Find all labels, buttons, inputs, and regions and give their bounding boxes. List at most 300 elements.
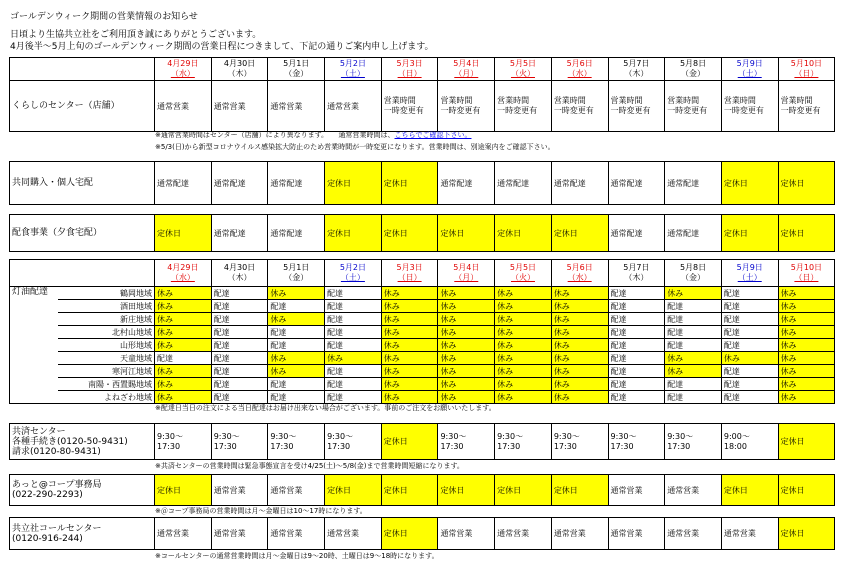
cell-text: 一時変更有 <box>723 106 764 115</box>
toyu-cell: 休み <box>778 365 835 378</box>
cell-text: 通常配達 <box>270 178 303 188</box>
call-row <box>10 518 835 550</box>
call-table <box>9 517 835 550</box>
cell-text: 通常営業 <box>157 101 189 111</box>
cell-text: 通常配達 <box>213 178 246 188</box>
toyu-cell: 配達 <box>325 326 382 339</box>
toyu-cell: 休み <box>438 378 495 391</box>
date-header-cell <box>665 260 722 287</box>
toyu-cell: 休み <box>778 326 835 339</box>
call-label <box>10 518 155 550</box>
toyu-area-row <box>10 326 835 339</box>
kurashi-cell <box>495 81 552 132</box>
atto-cell <box>665 475 722 506</box>
kyosai-label-line: 各種手続き(0120-50-9431) <box>12 436 128 447</box>
haishoku-cell <box>268 215 325 252</box>
toyu-cell: 休み <box>551 365 608 378</box>
kyodo-cell <box>721 162 778 205</box>
date-header-row <box>10 260 835 287</box>
date-header-cell <box>495 260 552 287</box>
date-label: 5月4日 <box>453 263 480 272</box>
toyu-cell: 配達 <box>608 300 665 313</box>
toyu-cell: 配達 <box>665 378 722 391</box>
date-label: 4月29日 <box>167 263 199 272</box>
toyu-cell: 配達 <box>608 378 665 391</box>
weekday-label: （木） <box>227 69 252 78</box>
date-label: 5月7日 <box>623 263 650 272</box>
cell-text: 通常営業 <box>157 529 189 538</box>
toyu-cell: 配達 <box>608 287 665 300</box>
toyu-cell: 休み <box>495 313 552 326</box>
kyosai-cell <box>608 424 665 460</box>
cell-text: 9:30～ <box>440 431 467 441</box>
cell-text: 定休日 <box>440 485 465 495</box>
kyosai-cell <box>665 424 722 460</box>
toyu-note: ※配達日当日の注文による当日配達はお届け出来ない場合がございます。事前のご注文をお願いいたします。 <box>155 404 496 412</box>
toyu-cell: 休み <box>495 391 552 404</box>
toyu-cell: 休み <box>495 300 552 313</box>
kyosai-cell <box>721 424 778 460</box>
call-cell <box>381 518 438 550</box>
toyu-cell: 配達 <box>325 378 382 391</box>
toyu-area-name: 酒田地域 <box>58 300 155 313</box>
toyu-cell: 休み <box>551 326 608 339</box>
toyu-cell: 休み <box>551 313 608 326</box>
cell-text: 9:30～ <box>497 431 524 441</box>
date-header-row <box>10 58 835 81</box>
atto-label <box>10 475 155 506</box>
toyu-label: 灯油配達 <box>10 287 58 404</box>
toyu-cell: 配達 <box>325 339 382 352</box>
toyu-area-name: 山形地域 <box>58 339 155 352</box>
kyodo-cell <box>551 162 608 205</box>
toyu-cell: 休み <box>155 378 212 391</box>
cell-text: 通常営業 <box>213 101 246 111</box>
kurashi-cell <box>155 81 212 132</box>
cell-text: 一時変更有 <box>553 106 594 115</box>
toyu-cell: 休み <box>438 313 495 326</box>
kurashi-cell <box>608 81 665 132</box>
cell-text: 定休日 <box>723 228 748 238</box>
weekday-label: （日） <box>794 273 819 282</box>
cell-text: 定休日 <box>723 485 748 495</box>
cell-text: 通常配達 <box>610 178 643 188</box>
date-header-cell <box>778 260 835 287</box>
toyu-cell: 休み <box>381 326 438 339</box>
toyu-cell: 休み <box>551 287 608 300</box>
kyosai-cell <box>268 424 325 460</box>
toyu-cell: 休み <box>551 391 608 404</box>
toyu-cell: 休み <box>665 365 722 378</box>
cell-text: 9:30～ <box>327 431 354 441</box>
cell-text: 定休日 <box>157 228 181 238</box>
haishoku-cell <box>438 215 495 252</box>
cell-text: 営業時間 <box>780 96 813 105</box>
weekday-label: （水） <box>567 69 592 78</box>
date-header-cell <box>268 58 325 81</box>
date-label: 5月9日 <box>736 59 763 68</box>
cell-text: 定休日 <box>780 178 805 188</box>
toyu-area-row <box>10 287 835 300</box>
atto-cell <box>211 475 268 506</box>
kurashi-cell <box>438 81 495 132</box>
kyosai-cell <box>778 424 835 460</box>
cell-text: 一時変更有 <box>383 106 424 115</box>
call-cell <box>551 518 608 550</box>
toyu-cell: 休み <box>551 352 608 365</box>
cell-text: 17:30 <box>327 441 351 451</box>
atto-label-line: あっと@コープ事務局 <box>12 480 102 490</box>
toyu-cell: 配達 <box>721 326 778 339</box>
cell-text: 通常配達 <box>667 178 700 188</box>
toyu-area-row <box>10 365 835 378</box>
toyu-cell: 配達 <box>268 378 325 391</box>
toyu-cell: 休み <box>438 287 495 300</box>
atto-table <box>9 474 835 506</box>
toyu-cell: 配達 <box>608 326 665 339</box>
weekday-label: （水） <box>170 69 195 78</box>
kurashi-label <box>10 81 155 132</box>
kyosai-cell <box>551 424 608 460</box>
date-header-cell <box>155 260 212 287</box>
toyu-cell: 休み <box>495 365 552 378</box>
kyodo-cell <box>665 162 722 205</box>
cell-text: 営業時間 <box>610 96 643 105</box>
date-header-cell <box>551 260 608 287</box>
call-cell <box>211 518 268 550</box>
date-header-cell <box>608 58 665 81</box>
toyu-cell: 休み <box>495 287 552 300</box>
haishoku-table <box>9 214 835 252</box>
haishoku-cell <box>495 215 552 252</box>
header-blank-cell <box>10 58 155 81</box>
cell-text: 17:30 <box>270 441 294 451</box>
call-cell <box>268 518 325 550</box>
atto-cell <box>155 475 212 506</box>
toyu-cell: 配達 <box>211 313 268 326</box>
haishoku-label-line: 配食事業（夕食宅配） <box>12 228 103 238</box>
cell-text: 定休日 <box>383 178 408 188</box>
toyu-cell: 配達 <box>268 391 325 404</box>
cell-text: 9:30～ <box>213 431 240 441</box>
intro-line-1: 日頃より生協共立社をご利用頂き誠にありがとうございます。 <box>10 30 262 40</box>
weekday-label: （土） <box>737 273 762 282</box>
toyu-cell: 配達 <box>721 339 778 352</box>
toyu-area-name: よねざわ地域 <box>58 391 155 404</box>
cell-text: 営業時間 <box>553 96 586 105</box>
toyu-area-row <box>10 300 835 313</box>
kyodo-cell <box>495 162 552 205</box>
cell-text: 定休日 <box>497 228 522 238</box>
call-cell <box>325 518 382 550</box>
toyu-cell: 休み <box>268 352 325 365</box>
date-label: 5月1日 <box>283 263 310 272</box>
cell-text: 一時変更有 <box>497 106 538 115</box>
kurashi-cell <box>551 81 608 132</box>
weekday-label: （金） <box>681 273 706 282</box>
date-label: 5月3日 <box>396 59 423 68</box>
toyu-cell: 休み <box>381 339 438 352</box>
date-header-cell <box>721 260 778 287</box>
kurashi-cell <box>268 81 325 132</box>
toyu-cell: 休み <box>721 352 778 365</box>
toyu-cell: 配達 <box>325 391 382 404</box>
cell-text: 営業時間 <box>440 96 473 105</box>
kurashi-row <box>10 81 835 132</box>
cell-text: 通常配達 <box>553 178 586 188</box>
toyu-cell: 休み <box>381 365 438 378</box>
kyosai-cell <box>325 424 382 460</box>
cell-text: 通常営業 <box>667 485 700 495</box>
cell-text: 一時変更有 <box>667 106 708 115</box>
toyu-cell: 配達 <box>325 287 382 300</box>
date-label: 5月4日 <box>453 59 480 68</box>
toyu-area-row <box>10 339 835 352</box>
toyu-cell: 配達 <box>608 352 665 365</box>
date-label: 5月6日 <box>566 59 593 68</box>
toyu-cell: 休み <box>495 352 552 365</box>
cell-text: 通常営業 <box>553 529 586 538</box>
date-label: 5月9日 <box>736 263 763 272</box>
weekday-label: （土） <box>340 69 365 78</box>
kurashi-cell <box>778 81 835 132</box>
toyu-cell: 配達 <box>211 287 268 300</box>
cell-text: 定休日 <box>723 178 748 188</box>
toyu-area-row <box>10 313 835 326</box>
toyu-cell: 休み <box>381 352 438 365</box>
toyu-area-name: 寒河江地域 <box>58 365 155 378</box>
kurashi-note-2: ※5/3(日)から新型コロナウイルス感染拡大防止のため営業時間が一時変更になります。営業時間は、別途案内をご確認下さい。 <box>155 143 555 151</box>
date-header-cell <box>155 58 212 81</box>
call-label-line: 共立社コールセンター <box>12 523 102 534</box>
date-header-cell <box>438 260 495 287</box>
kyosai-label <box>10 424 155 460</box>
date-label: 5月5日 <box>509 263 537 272</box>
call-cell <box>665 518 722 550</box>
haishoku-row <box>10 215 835 252</box>
date-header-cell <box>268 260 325 287</box>
haishoku-cell <box>608 215 665 252</box>
kyodo-cell <box>381 162 438 205</box>
toyu-cell: 配達 <box>721 287 778 300</box>
toyu-cell: 配達 <box>665 313 722 326</box>
cell-text: 営業時間 <box>497 96 530 105</box>
weekday-label: （月） <box>454 273 479 282</box>
toyu-cell: 配達 <box>608 313 665 326</box>
toyu-area-row <box>10 378 835 391</box>
toyu-area-row <box>10 352 835 365</box>
page-title: ゴールデンウィーク期間の営業情報のお知らせ <box>10 12 198 22</box>
cell-text: 通常配達 <box>157 178 189 188</box>
toyu-cell: 配達 <box>155 352 212 365</box>
cell-text: 定休日 <box>780 437 805 446</box>
toyu-area-row <box>10 391 835 404</box>
kyodo-cell <box>211 162 268 205</box>
haishoku-label <box>10 215 155 252</box>
weekday-label: （木） <box>624 69 649 78</box>
toyu-cell: 休み <box>155 313 212 326</box>
toyu-cell: 配達 <box>608 365 665 378</box>
toyu-cell: 配達 <box>211 391 268 404</box>
cell-text: 定休日 <box>383 437 408 446</box>
toyu-cell: 休み <box>778 313 835 326</box>
kyosai-label-line: 共済センター <box>12 426 66 437</box>
kurashi-cell <box>665 81 722 132</box>
call-cell <box>495 518 552 550</box>
weekday-label: （日） <box>397 69 422 78</box>
toyu-area-name: 鶴岡地域 <box>58 287 155 300</box>
cell-text: 定休日 <box>497 485 522 495</box>
toyu-cell: 休み <box>665 287 722 300</box>
date-header-cell <box>438 58 495 81</box>
haishoku-cell <box>721 215 778 252</box>
date-label: 5月8日 <box>679 59 707 68</box>
atto-cell <box>608 475 665 506</box>
kyosai-label-line: 請求(0120-80-9431) <box>12 446 101 457</box>
toyu-cell: 休み <box>438 365 495 378</box>
weekday-label: （木） <box>227 273 252 282</box>
cell-text: 通常営業 <box>270 529 303 538</box>
kurashi-cell <box>721 81 778 132</box>
date-label: 5月10日 <box>790 59 823 68</box>
cell-text: 通常営業 <box>610 529 643 538</box>
cell-text: 17:30 <box>440 441 464 451</box>
toyu-cell: 休み <box>778 300 835 313</box>
call-cell <box>608 518 665 550</box>
kurashi-note-text: ※通常営業時間はセンター（店舗）により異なります。 通常営業時間は、 <box>155 131 395 139</box>
weekday-label: （金） <box>284 273 309 282</box>
toyu-cell: 休み <box>551 300 608 313</box>
cell-text: 一時変更有 <box>440 106 481 115</box>
cell-text: 定休日 <box>383 485 408 495</box>
atto-note: ※＠コープ事務局の営業時間は月～金曜日は10～17時になります。 <box>155 507 367 515</box>
toyu-cell: 配達 <box>211 352 268 365</box>
kurashi-cell <box>381 81 438 132</box>
kyosai-cell <box>211 424 268 460</box>
toyu-cell: 配達 <box>608 391 665 404</box>
cell-text: 17:30 <box>157 441 181 451</box>
kurashi-label-line: くらしのセンター（店舗） <box>12 101 120 111</box>
cell-text: 17:30 <box>553 441 577 451</box>
cell-text: 9:30～ <box>610 431 637 441</box>
date-label: 4月30日 <box>223 263 256 272</box>
toyu-cell: 休み <box>438 391 495 404</box>
weekday-label: （月） <box>454 69 479 78</box>
toyu-cell: 休み <box>268 365 325 378</box>
atto-cell <box>721 475 778 506</box>
toyu-cell: 休み <box>438 339 495 352</box>
cell-text: 通常営業 <box>213 485 246 495</box>
toyu-cell: 休み <box>438 300 495 313</box>
kyodo-table <box>9 161 835 205</box>
cell-text: 通常営業 <box>723 529 756 538</box>
cell-text: 一時変更有 <box>610 106 651 115</box>
cell-text: 18:00 <box>723 441 747 451</box>
cell-text: 定休日 <box>327 178 352 188</box>
cell-text: 通常営業 <box>610 485 643 495</box>
date-label: 5月1日 <box>283 59 310 68</box>
cell-text: 定休日 <box>440 228 465 238</box>
toyu-cell: 休み <box>268 313 325 326</box>
toyu-cell: 休み <box>551 339 608 352</box>
toyu-area-name: 天童地域 <box>58 352 155 365</box>
toyu-cell: 休み <box>155 391 212 404</box>
date-label: 5月5日 <box>509 59 537 68</box>
toyu-cell: 休み <box>381 391 438 404</box>
hours-link[interactable]: こちらでご確認下さい。 <box>394 131 472 139</box>
cell-text: 定休日 <box>327 485 352 495</box>
toyu-cell: 配達 <box>325 365 382 378</box>
atto-cell <box>778 475 835 506</box>
toyu-cell: 配達 <box>325 300 382 313</box>
atto-cell <box>438 475 495 506</box>
cell-text: 通常営業 <box>270 485 303 495</box>
cell-text: 17:30 <box>497 441 521 451</box>
haishoku-cell <box>211 215 268 252</box>
date-header-cell <box>211 260 268 287</box>
weekday-label: （火） <box>510 273 535 282</box>
toyu-cell: 休み <box>381 287 438 300</box>
weekday-label: （日） <box>794 69 819 78</box>
toyu-cell: 休み <box>438 352 495 365</box>
atto-cell <box>268 475 325 506</box>
toyu-table <box>9 259 835 404</box>
toyu-cell: 休み <box>495 378 552 391</box>
toyu-cell: 休み <box>155 287 212 300</box>
date-header-cell <box>778 58 835 81</box>
date-header-cell <box>211 58 268 81</box>
kyodo-label <box>10 162 155 205</box>
cell-text: 定休日 <box>553 228 578 238</box>
weekday-label: （土） <box>340 273 365 282</box>
kyodo-cell <box>608 162 665 205</box>
atto-cell <box>495 475 552 506</box>
cell-text: 通常配達 <box>667 228 700 238</box>
cell-text: 9:30～ <box>270 431 297 441</box>
toyu-cell: 配達 <box>325 313 382 326</box>
cell-text: 通常配達 <box>270 228 303 238</box>
toyu-cell: 配達 <box>721 300 778 313</box>
atto-cell <box>381 475 438 506</box>
date-label: 4月29日 <box>167 59 199 68</box>
cell-text: 定休日 <box>780 485 805 495</box>
kyosai-cell <box>495 424 552 460</box>
weekday-label: （水） <box>567 273 592 282</box>
toyu-cell: 休み <box>268 287 325 300</box>
kurashi-cell <box>211 81 268 132</box>
toyu-cell: 休み <box>155 300 212 313</box>
toyu-cell: 休み <box>155 339 212 352</box>
cell-text: 営業時間 <box>383 96 416 105</box>
cell-text: 定休日 <box>553 485 578 495</box>
haishoku-cell <box>381 215 438 252</box>
toyu-cell: 配達 <box>268 300 325 313</box>
kyosai-cell <box>155 424 212 460</box>
date-label: 5月6日 <box>566 263 593 272</box>
toyu-cell: 休み <box>665 352 722 365</box>
call-cell <box>155 518 212 550</box>
date-header-cell <box>381 58 438 81</box>
atto-row <box>10 475 835 506</box>
cell-text: 通常配達 <box>440 178 473 188</box>
cell-text: 通常営業 <box>440 529 473 538</box>
cell-text: 定休日 <box>383 529 408 538</box>
cell-text: 定休日 <box>327 228 352 238</box>
date-label: 5月2日 <box>339 263 366 272</box>
date-label: 5月7日 <box>623 59 650 68</box>
atto-cell <box>325 475 382 506</box>
header-blank-cell <box>10 260 155 287</box>
